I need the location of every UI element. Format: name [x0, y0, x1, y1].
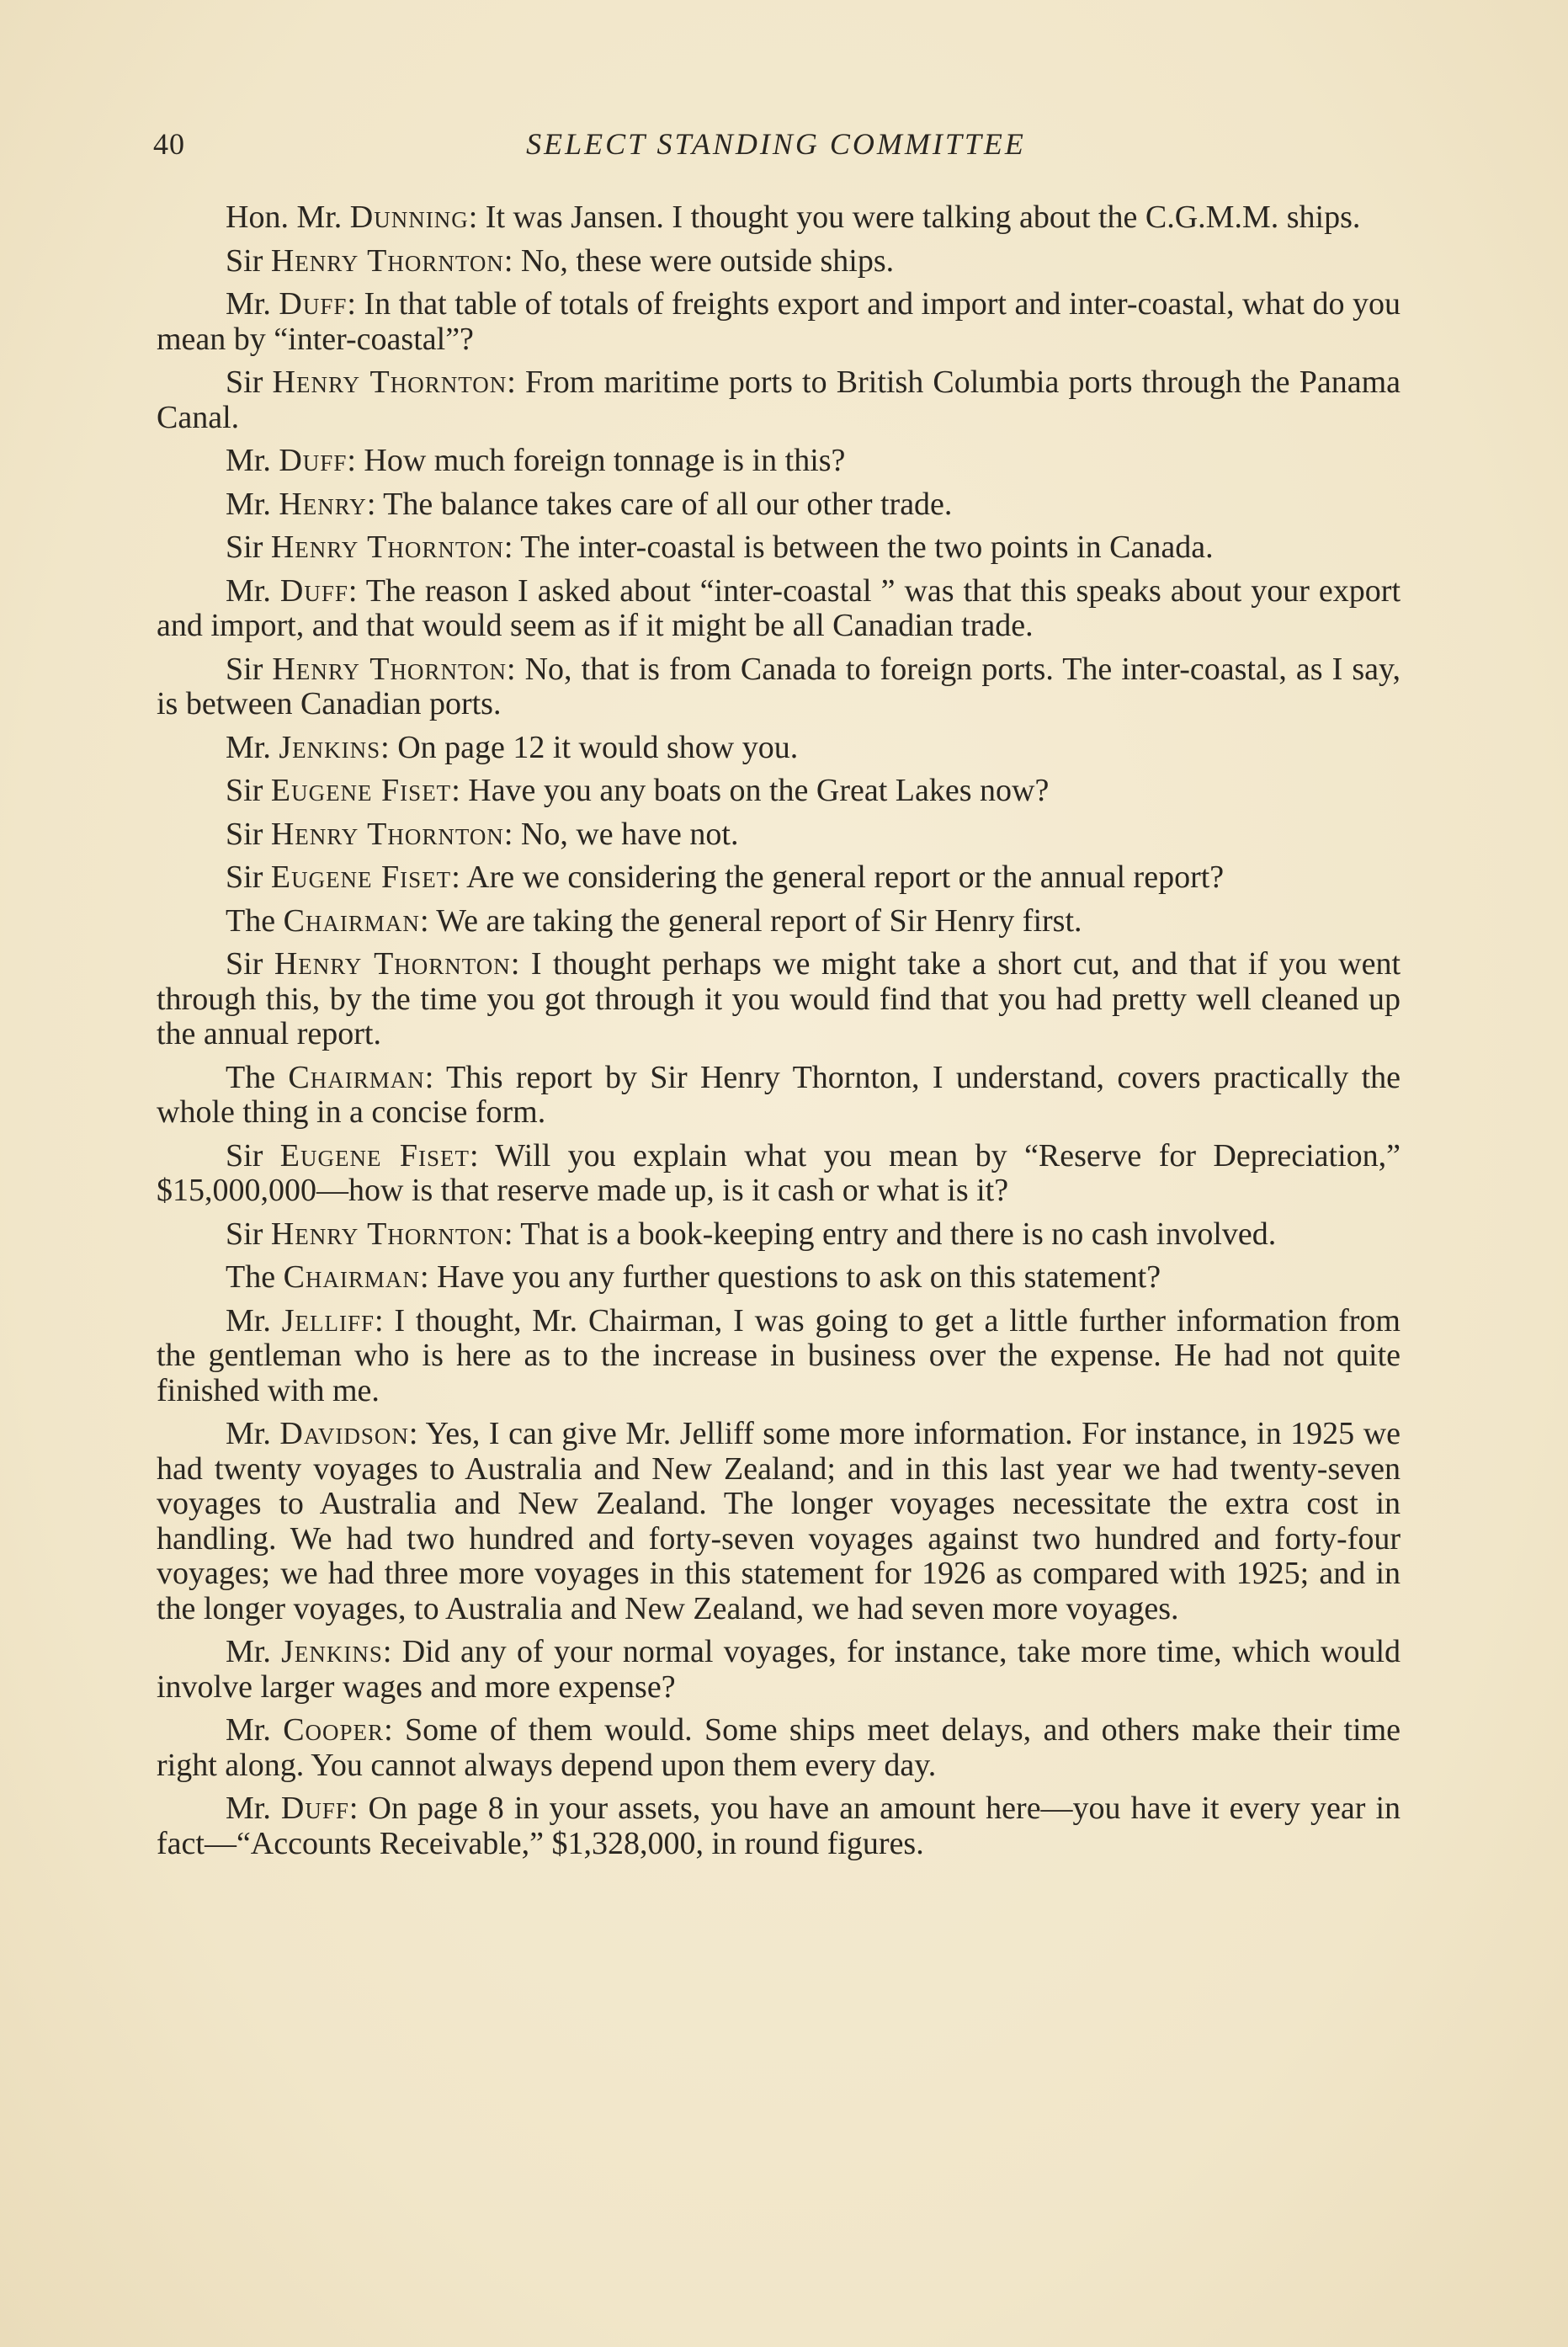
speaker-title: The: [226, 1259, 276, 1295]
speaker-name: Jenkins: [281, 1634, 383, 1669]
speech-text: : I thought perhaps we might take a short cut, and that if you went through this, by the time you got through it you would find that you had pretty well cleaned up the annual report.: [157, 946, 1401, 1051]
speaker-name: Eugene Fiset: [270, 860, 452, 895]
speech-text: : Have you any boats on the Great Lakes now?: [451, 773, 1050, 808]
speech-text: : Some of them would. Some ships meet delays, and others make their time right along. You cannot always depend upon them every day.: [157, 1712, 1401, 1783]
transcript-paragraph: [157, 244, 1401, 279]
speaker-name: Eugene Fiset: [270, 773, 452, 808]
transcript-paragraph: [157, 444, 1401, 479]
speaker-title: Sir: [226, 860, 263, 895]
speaker-name: Henry Thornton: [274, 946, 511, 982]
speaker-name: Dunning: [349, 200, 469, 235]
transcript-paragraph: [157, 530, 1401, 566]
speaker-title: Sir: [226, 773, 263, 808]
transcript-paragraph: [157, 1791, 1401, 1861]
speech-text: : From maritime ports to British Columbia ports through the Panama Canal.: [157, 365, 1401, 435]
transcript-paragraph: [157, 774, 1401, 809]
speech-text: : How much foreign tonnage is in this?: [347, 443, 846, 478]
speaker-title: Mr.: [226, 286, 271, 322]
speech-text: : The balance takes care of all our other trade.: [366, 486, 953, 522]
speaker-name: Chairman: [288, 1059, 425, 1095]
speech-text: : We are taking the general report of Sir Henry first.: [419, 902, 1082, 939]
speaker-title: Sir: [226, 816, 263, 852]
speaker-title: Sir: [226, 365, 263, 400]
speaker-name: Henry Thornton: [270, 242, 504, 279]
speaker-title: The: [226, 902, 276, 939]
page-header: [153, 126, 1399, 177]
speech-text: : This report by Sir Henry Thornton, I understand, covers practically the whole thing in a concise form.: [157, 1059, 1401, 1130]
transcript-paragraph: [157, 1217, 1401, 1253]
speaker-title: Sir: [226, 242, 263, 279]
transcript-paragraph: [157, 574, 1401, 644]
transcript-paragraph: [157, 1304, 1401, 1409]
speech-text: : Have you any further questions to ask on this statement?: [419, 1259, 1161, 1295]
transcript-paragraph: [157, 200, 1401, 236]
speech-text: : On page 12 it would show you.: [380, 729, 799, 765]
transcript-paragraph: [157, 652, 1401, 722]
speaker-title: Sir: [226, 946, 263, 982]
speech-text: : No, that is from Canada to foreign ports. The inter-coastal, as I say, is between Canadian ports.: [157, 651, 1401, 721]
speech-text: : In that table of totals of freights export and import and inter-coastal, what do you mean by “inter-coastal”?: [157, 286, 1401, 357]
speech-text: : No, these were outside ships.: [503, 242, 895, 279]
speaker-title: Mr.: [226, 486, 271, 522]
speaker-title: Hon. Mr.: [226, 200, 343, 235]
speaker-title: The: [226, 1059, 276, 1095]
speech-text: : Did any of your normal voyages, for instance, take more time, which would involve larger wages and more expense?: [157, 1634, 1401, 1705]
speaker-name: Cooper: [283, 1712, 385, 1748]
speaker-name: Henry Thornton: [270, 530, 504, 565]
speech-text: : The inter-coastal is between the two points in Canada.: [503, 530, 1214, 565]
speech-text: : It was Jansen. I thought you were talking about the C.G.M.M. ships.: [468, 200, 1361, 235]
speaker-name: Henry: [279, 486, 367, 522]
transcript-paragraph: [157, 947, 1401, 1052]
speaker-title: Mr.: [226, 1791, 271, 1826]
page-number: 40: [153, 127, 185, 161]
speaker-name: Eugene Fiset: [279, 1137, 470, 1174]
transcript-paragraph: [157, 1417, 1401, 1626]
speaker-name: Duff: [279, 286, 348, 322]
speech-text: : I thought, Mr. Chairman, I was going to get a little further information from the gentleman who is here as to the increase in business over the expense. He had not quite finished with me.: [157, 1302, 1401, 1408]
speaker-title: Mr.: [226, 1634, 271, 1669]
transcript-paragraph: [157, 487, 1401, 523]
transcript-paragraph: [157, 1061, 1401, 1131]
speech-text: : That is a book-keeping entry and there is no cash involved.: [503, 1216, 1277, 1252]
speaker-name: Jelliff: [281, 1302, 375, 1338]
speaker-title: Mr.: [226, 1302, 271, 1338]
speaker-name: Henry Thornton: [272, 365, 508, 400]
speech-text: : Are we considering the general report or the annual report?: [451, 860, 1225, 895]
speaker-name: Henry Thornton: [272, 651, 507, 687]
running-title: SELECT STANDING COMMITTEE: [526, 127, 1026, 161]
speaker-name: Duff: [280, 1791, 349, 1826]
speaker-title: Mr.: [226, 572, 271, 609]
transcript-body: [157, 200, 1401, 1870]
speech-text: : Will you explain what you mean by “Reserve for Depreciation,” $15,000,000—how is that reserve made up, is it cash or what is it?: [157, 1137, 1401, 1208]
speaker-title: Sir: [226, 1137, 263, 1174]
speaker-title: Mr.: [226, 443, 271, 478]
transcript-paragraph: [157, 1260, 1401, 1296]
speaker-name: Chairman: [283, 902, 420, 939]
transcript-paragraph: [157, 731, 1401, 766]
speaker-title: Mr.: [226, 1416, 271, 1451]
speaker-name: Duff: [279, 572, 348, 609]
transcript-paragraph: [157, 1139, 1401, 1209]
speaker-name: Henry Thornton: [270, 816, 504, 852]
transcript-paragraph: [157, 817, 1401, 853]
speaker-title: Sir: [226, 530, 263, 565]
transcript-paragraph: [157, 1713, 1401, 1783]
speaker-title: Mr.: [226, 1712, 271, 1748]
speaker-name: Jenkins: [279, 729, 381, 765]
transcript-paragraph: [157, 1635, 1401, 1705]
speech-text: : No, we have not.: [503, 816, 739, 852]
speech-text: : The reason I asked about “inter-coastal ” was that this speaks about your export and import, and that would seem as if it might be all Canadian trade.: [157, 572, 1401, 643]
speech-text: : Yes, I can give Mr. Jelliff some more information. For instance, in 1925 we had twenty voyages to Australia and New Zealand; and in this last year we had twenty-seven voyages to Australia and New Zealand. The longer voyages necessitate the extra cost in handling. We had two hundred and forty-seven voyages against two hundred and forty-four voyages; we had three more voyages in this statement for 1926 as compared with 1925; and in the longer voyages, to Australia and New Zealand, we had seven more voyages.: [157, 1416, 1401, 1626]
speaker-name: Chairman: [283, 1259, 420, 1295]
speaker-title: Mr.: [226, 729, 271, 765]
transcript-paragraph: [157, 860, 1401, 896]
transcript-paragraph: [157, 365, 1401, 435]
speaker-name: Duff: [279, 443, 348, 478]
speaker-title: Sir: [226, 651, 263, 687]
transcript-paragraph: [157, 904, 1401, 939]
transcript-paragraph: [157, 287, 1401, 357]
speech-text: : On page 8 in your assets, you have an amount here—you have it every year in fact—“Accounts Receivable,” $1,328,000, in round figures.: [157, 1791, 1401, 1861]
speaker-name: Henry Thornton: [270, 1216, 504, 1252]
speaker-title: Sir: [226, 1216, 263, 1252]
speaker-name: Davidson: [279, 1416, 409, 1451]
